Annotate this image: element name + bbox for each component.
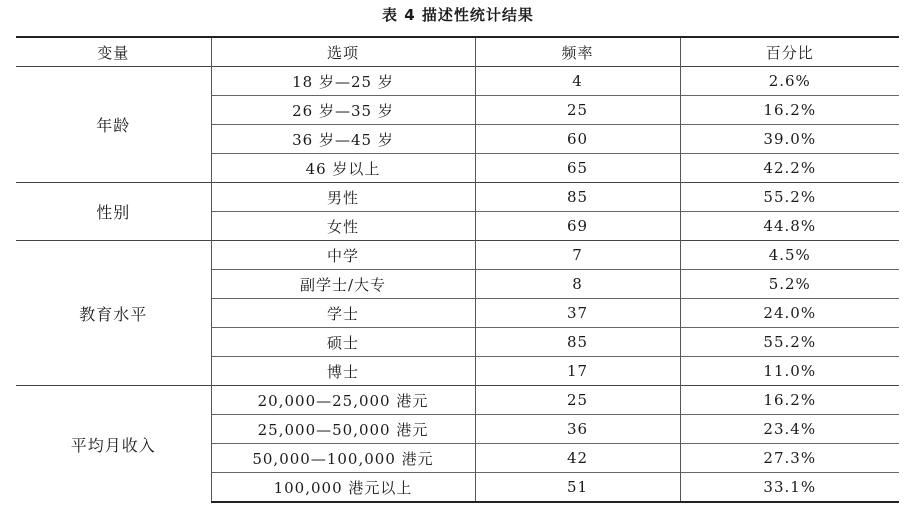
option-cell: 女性 xyxy=(211,212,475,241)
option-cell: 副学士/大专 xyxy=(211,270,475,299)
percent-cell: 5.2% xyxy=(680,270,899,299)
header-row xyxy=(16,37,899,67)
frequency-cell: 25 xyxy=(475,96,680,125)
frequency-cell: 42 xyxy=(475,444,680,473)
variable-cell-income: 平均月收入 xyxy=(16,386,211,503)
percent-cell: 23.4% xyxy=(680,415,899,444)
percent-cell: 11.0% xyxy=(680,357,899,386)
frequency-cell: 69 xyxy=(475,212,680,241)
group-income xyxy=(16,386,899,503)
option-cell: 20,000—25,000 港元 xyxy=(211,386,475,415)
option-cell: 100,000 港元以上 xyxy=(211,473,475,503)
percent-cell: 24.0% xyxy=(680,299,899,328)
option-cell: 50,000—100,000 港元 xyxy=(211,444,475,473)
percent-cell: 44.8% xyxy=(680,212,899,241)
option-cell: 学士 xyxy=(211,299,475,328)
header-variable: 变量 xyxy=(16,37,211,67)
option-cell: 博士 xyxy=(211,357,475,386)
variable-cell-age: 年龄 xyxy=(16,67,211,183)
group-education xyxy=(16,241,899,386)
variable-cell-education: 教育水平 xyxy=(16,241,211,386)
table-caption: 表 4 描述性统计结果 xyxy=(382,6,534,24)
frequency-cell: 65 xyxy=(475,154,680,183)
table-row xyxy=(16,183,899,212)
percent-cell: 55.2% xyxy=(680,328,899,357)
frequency-cell: 36 xyxy=(475,415,680,444)
option-cell: 18 岁—25 岁 xyxy=(211,67,475,96)
table-row xyxy=(16,241,899,270)
frequency-cell: 85 xyxy=(475,183,680,212)
frequency-cell: 25 xyxy=(475,386,680,415)
frequency-cell: 85 xyxy=(475,328,680,357)
group-age xyxy=(16,67,899,183)
header-frequency: 频率 xyxy=(475,37,680,67)
frequency-cell: 60 xyxy=(475,125,680,154)
table-row xyxy=(16,386,899,415)
percent-cell: 39.0% xyxy=(680,125,899,154)
table-row xyxy=(16,67,899,96)
header-percent: 百分比 xyxy=(680,37,899,67)
percent-cell: 16.2% xyxy=(680,386,899,415)
percent-cell: 27.3% xyxy=(680,444,899,473)
frequency-cell: 7 xyxy=(475,241,680,270)
percent-cell: 55.2% xyxy=(680,183,899,212)
option-cell: 中学 xyxy=(211,241,475,270)
percent-cell: 4.5% xyxy=(680,241,899,270)
percent-cell: 33.1% xyxy=(680,473,899,503)
percent-cell: 42.2% xyxy=(680,154,899,183)
percent-cell: 16.2% xyxy=(680,96,899,125)
descriptive-statistics-table xyxy=(16,36,899,503)
frequency-cell: 17 xyxy=(475,357,680,386)
percent-cell: 2.6% xyxy=(680,67,899,96)
option-cell: 36 岁—45 岁 xyxy=(211,125,475,154)
option-cell: 46 岁以上 xyxy=(211,154,475,183)
header-option: 选项 xyxy=(211,37,475,67)
option-cell: 硕士 xyxy=(211,328,475,357)
frequency-cell: 37 xyxy=(475,299,680,328)
option-cell: 26 岁—35 岁 xyxy=(211,96,475,125)
group-gender xyxy=(16,183,899,241)
frequency-cell: 8 xyxy=(475,270,680,299)
option-cell: 男性 xyxy=(211,183,475,212)
option-cell: 25,000—50,000 港元 xyxy=(211,415,475,444)
frequency-cell: 51 xyxy=(475,473,680,503)
variable-cell-gender: 性别 xyxy=(16,183,211,241)
frequency-cell: 4 xyxy=(475,67,680,96)
